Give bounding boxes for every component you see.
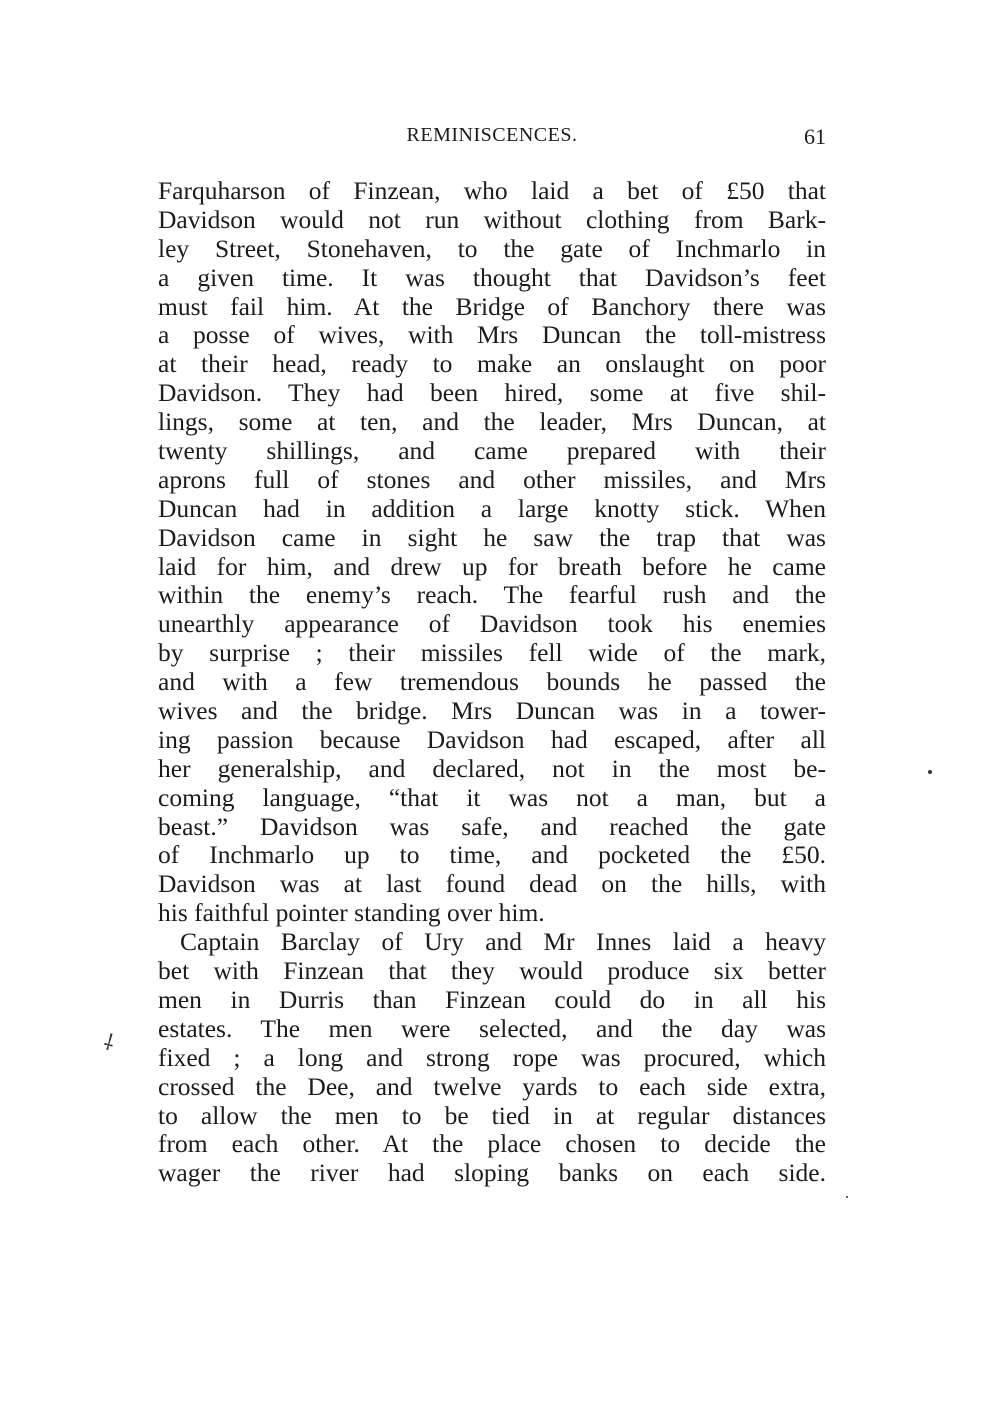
running-head bbox=[158, 124, 826, 154]
text-line: within the enemy’s reach. The fearful rush and the bbox=[158, 580, 826, 610]
text-line: must fail him. At the Bridge of Banchory there was bbox=[158, 291, 826, 321]
paragraph-2 bbox=[158, 928, 826, 1188]
ink-speck bbox=[928, 770, 932, 774]
paragraph-1 bbox=[158, 177, 826, 928]
text-line: coming language, “that it was not a man, but a bbox=[158, 782, 826, 812]
text-line: his faithful pointer standing over him. bbox=[158, 898, 545, 928]
text-line: wives and the bridge. Mrs Duncan was in a tower- bbox=[158, 696, 826, 726]
text-line: to allow the men to be tied in at regular distances bbox=[158, 1100, 826, 1130]
text-line: at their head, ready to make an onslaught on poor bbox=[158, 349, 826, 379]
text-line: Farquharson of Finzean, who laid a bet of £50 that bbox=[158, 176, 826, 205]
text-line: unearthly appearance of Davidson took his enemies bbox=[158, 609, 826, 639]
page-number: 61 bbox=[804, 124, 826, 149]
running-title: REMINISCENCES. bbox=[406, 124, 578, 146]
body-text bbox=[158, 177, 826, 1188]
text-line: Davidson. They had been hired, some at five shil- bbox=[158, 378, 826, 408]
text-line: twenty shillings, and came prepared with their bbox=[158, 436, 826, 466]
text-line: and with a few tremendous bounds he passed the bbox=[158, 667, 826, 697]
text-line: a posse of wives, with Mrs Duncan the toll-mistress bbox=[158, 320, 826, 350]
text-line: Davidson came in sight he saw the trap that was bbox=[158, 522, 826, 552]
text-line: Davidson was at last found dead on the hills, with bbox=[158, 869, 826, 899]
text-line: men in Durris than Finzean could do in all his bbox=[158, 984, 826, 1014]
text-line: a given time. It was thought that Davidson’s feet bbox=[158, 262, 826, 292]
text-line: from each other. At the place chosen to decide the bbox=[158, 1129, 826, 1159]
text-line: Davidson would not run without clothing from Bark- bbox=[158, 204, 826, 234]
text-line: ing passion because Davidson had escaped, after all bbox=[158, 724, 826, 754]
text-line: aprons full of stones and other missiles, and Mrs bbox=[158, 464, 826, 494]
text-line: crossed the Dee, and twelve yards to each side extra, bbox=[158, 1071, 826, 1101]
text-line: Duncan had in addition a large knotty stick. When bbox=[158, 493, 826, 523]
text-line: wager the river had sloping banks on each side. bbox=[158, 1158, 826, 1188]
text-line: lings, some at ten, and the leader, Mrs Duncan, at bbox=[158, 407, 826, 437]
text-line: Captain Barclay of Ury and Mr Innes laid a heavy bbox=[180, 927, 826, 957]
text-line: bet with Finzean that they would produce six better bbox=[158, 956, 826, 986]
text-line: of Inchmarlo up to time, and pocketed the £50. bbox=[158, 840, 826, 870]
text-line: estates. The men were selected, and the day was bbox=[158, 1013, 826, 1043]
text-line: fixed ; a long and strong rope was procured, which bbox=[158, 1042, 826, 1072]
text-line: ley Street, Stonehaven, to the gate of Inchmarlo in bbox=[158, 233, 826, 263]
text-line: her generalship, and declared, not in the most be- bbox=[158, 753, 826, 783]
text-line: laid for him, and drew up for breath before he came bbox=[158, 551, 826, 581]
text-line: beast.” Davidson was safe, and reached the gate bbox=[158, 811, 826, 841]
ink-speck bbox=[846, 1196, 848, 1198]
text-line: by surprise ; their missiles fell wide of the mark, bbox=[158, 638, 826, 668]
margin-ink-mark: ⸸ bbox=[100, 1029, 118, 1056]
